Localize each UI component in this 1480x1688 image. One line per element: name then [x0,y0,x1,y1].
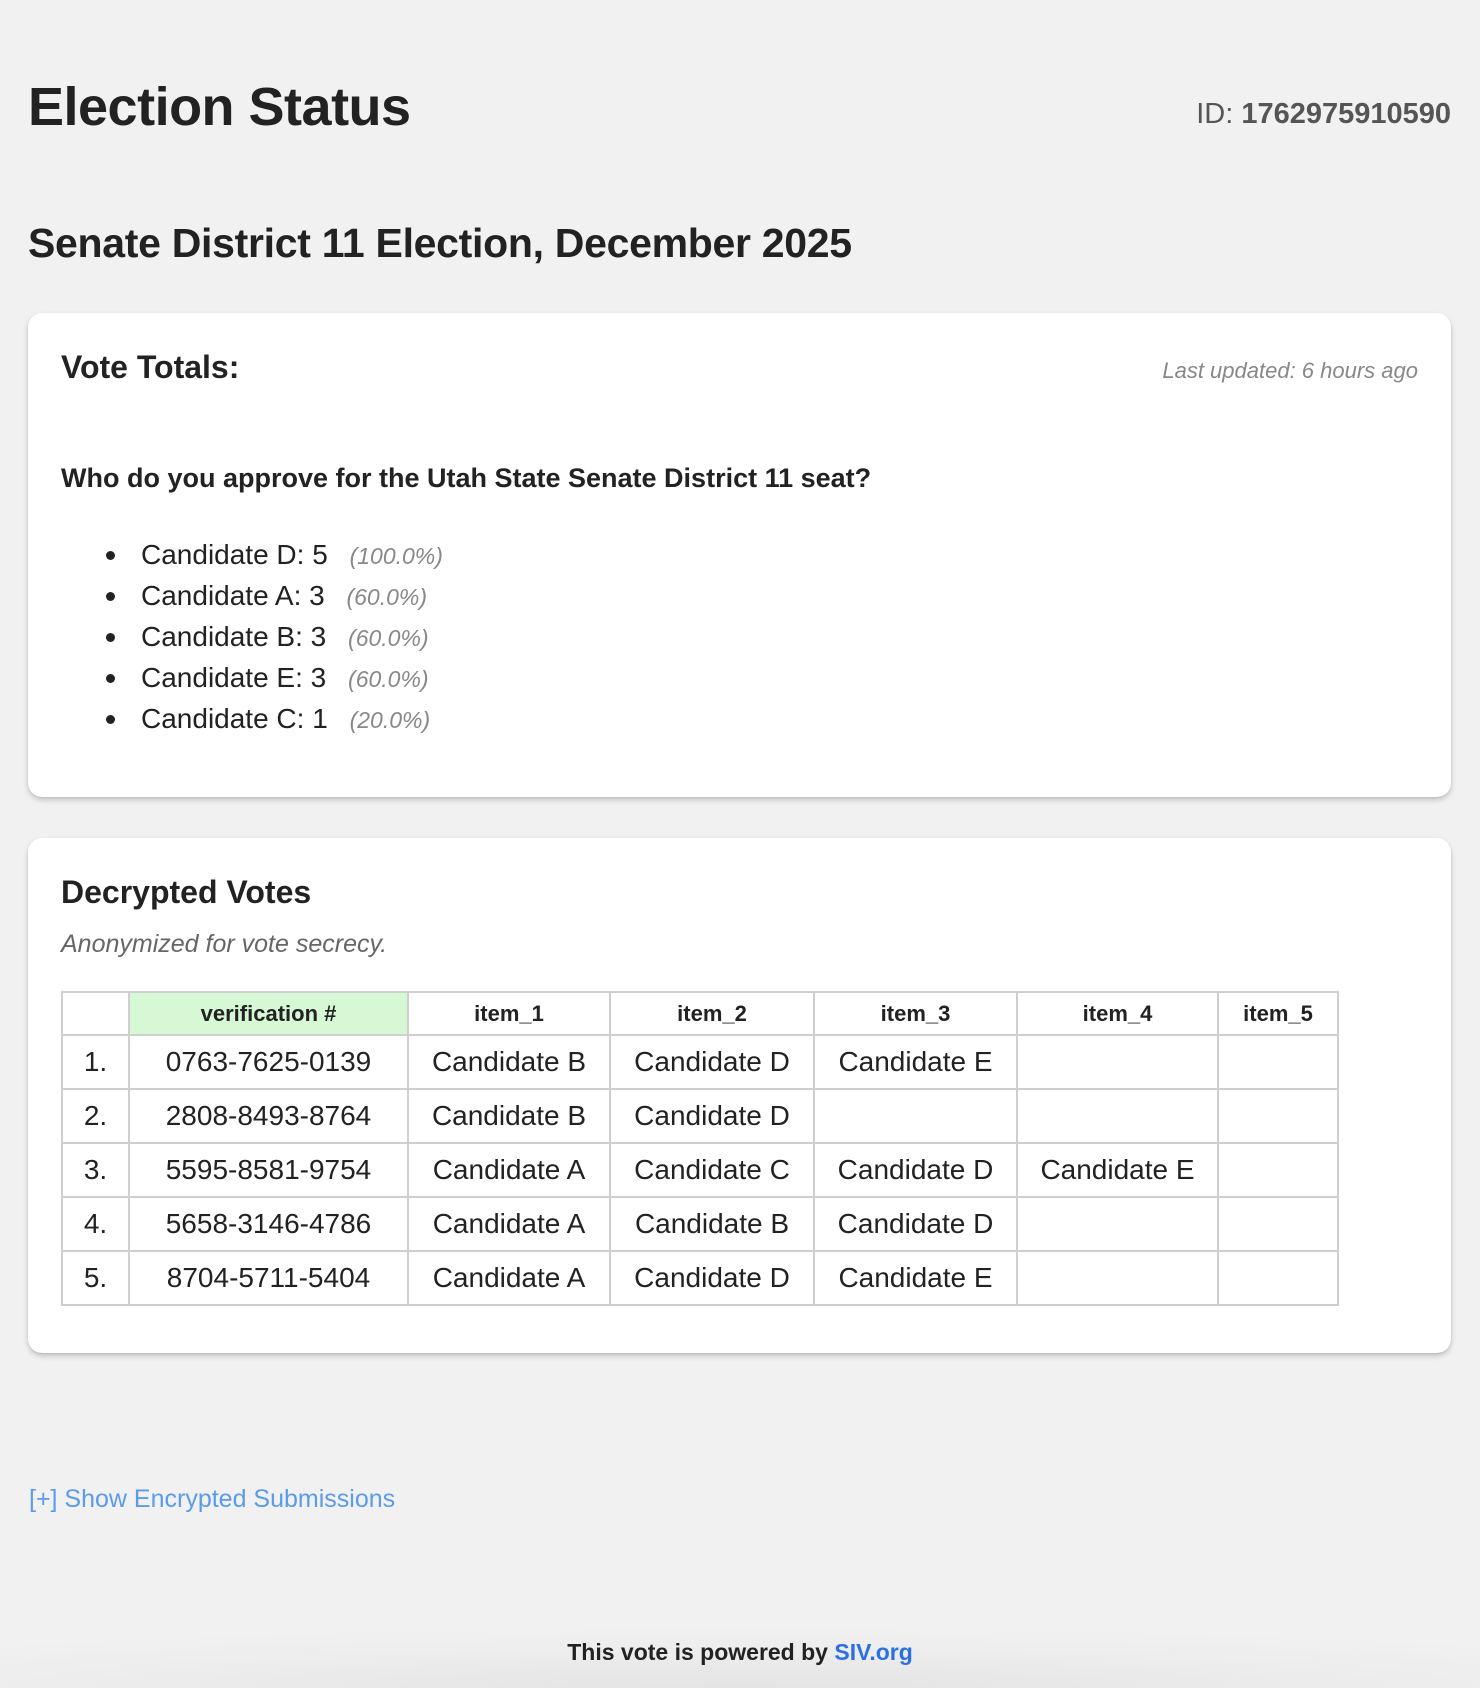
result-item [141,699,443,740]
row-number: 3. [62,1143,129,1197]
item-5-cell [1218,1089,1338,1143]
item-5-cell [1218,1251,1338,1305]
item-1-cell: Candidate A [408,1143,610,1197]
item-4-cell: Candidate E [1017,1143,1218,1197]
column-header-item-1: item_1 [408,992,610,1035]
footer [0,1580,1480,1688]
result-label: Candidate B: 3 [141,621,327,652]
verification-number: 0763-7625-0139 [129,1035,408,1089]
result-label: Candidate A: 3 [141,580,325,611]
item-3-cell: Candidate D [814,1143,1017,1197]
election-id-value: 1762975910590 [1241,97,1451,130]
decrypted-votes-table [61,991,1339,1306]
bullet-icon [106,674,115,683]
siv-org-link[interactable]: SIV.org [834,1639,913,1665]
item-5-cell [1218,1035,1338,1089]
result-item [141,658,443,699]
result-percent: (20.0%) [349,707,431,733]
vote-totals-title: Vote Totals: [61,349,240,385]
bullet-icon [106,633,115,642]
item-2-cell: Candidate D [610,1089,814,1143]
verification-number: 2808-8493-8764 [129,1089,408,1143]
verification-number: 5658-3146-4786 [129,1197,408,1251]
item-2-cell: Candidate D [610,1035,814,1089]
column-header-item-2: item_2 [610,992,814,1035]
item-5-cell [1218,1143,1338,1197]
page-title: Election Status [28,77,411,137]
item-3-cell: Candidate E [814,1251,1017,1305]
results-list [61,535,443,740]
column-header-index [62,992,129,1035]
item-1-cell: Candidate A [408,1251,610,1305]
item-5-cell [1218,1197,1338,1251]
vote-totals-card [28,313,1451,797]
ballot-question: Who do you approve for the Utah State Senate District 11 seat? [61,463,872,493]
item-2-cell: Candidate D [610,1251,814,1305]
item-2-cell: Candidate B [610,1197,814,1251]
result-item [141,617,443,658]
column-header-item-3: item_3 [814,992,1017,1035]
result-percent: (60.0%) [346,584,428,610]
result-label: Candidate E: 3 [141,662,327,693]
row-number: 2. [62,1089,129,1143]
footer-text [0,1639,1480,1666]
result-percent: (60.0%) [348,666,429,692]
table-row [62,1089,1338,1143]
election-id-label: ID: [1196,97,1234,130]
column-header-verification: verification # [129,992,408,1035]
item-3-cell: Candidate D [814,1197,1017,1251]
column-header-item-5: item_5 [1218,992,1338,1035]
table-header-row [62,992,1338,1035]
item-3-cell: Candidate E [814,1035,1017,1089]
column-header-item-4: item_4 [1017,992,1218,1035]
item-4-cell [1017,1251,1218,1305]
table-row [62,1035,1338,1089]
election-id [1196,98,1451,131]
result-item [141,535,443,576]
table-row [62,1143,1338,1197]
verification-number: 8704-5711-5404 [129,1251,408,1305]
bullet-icon [106,551,115,560]
row-number: 4. [62,1197,129,1251]
bullet-icon [106,592,115,601]
item-2-cell: Candidate C [610,1143,814,1197]
item-4-cell [1017,1089,1218,1143]
verification-number: 5595-8581-9754 [129,1143,408,1197]
table-row [62,1197,1338,1251]
decrypted-votes-title: Decrypted Votes [61,874,312,910]
result-label: Candidate D: 5 [141,539,328,570]
page-header [28,72,1451,142]
powered-by-text: This vote is powered by [567,1639,828,1665]
decrypted-votes-card [28,838,1451,1353]
decrypted-votes-subtitle: Anonymized for vote secrecy. [61,930,388,958]
item-4-cell [1017,1197,1218,1251]
election-name: Senate District 11 Election, December 2025 [28,220,852,266]
item-1-cell: Candidate A [408,1197,610,1251]
result-percent: (100.0%) [349,543,443,569]
item-1-cell: Candidate B [408,1035,610,1089]
show-encrypted-submissions-link[interactable]: [+] Show Encrypted Submissions [29,1485,396,1513]
table-row [62,1251,1338,1305]
vote-totals-header [61,349,1418,386]
result-percent: (60.0%) [348,625,429,651]
last-updated: Last updated: 6 hours ago [1162,358,1418,383]
row-number: 5. [62,1251,129,1305]
result-item [141,576,443,617]
item-3-cell [814,1089,1017,1143]
result-label: Candidate C: 1 [141,703,328,734]
item-4-cell [1017,1035,1218,1089]
bullet-icon [106,715,115,724]
decrypted-votes-header [61,874,1418,911]
row-number: 1. [62,1035,129,1089]
item-1-cell: Candidate B [408,1089,610,1143]
